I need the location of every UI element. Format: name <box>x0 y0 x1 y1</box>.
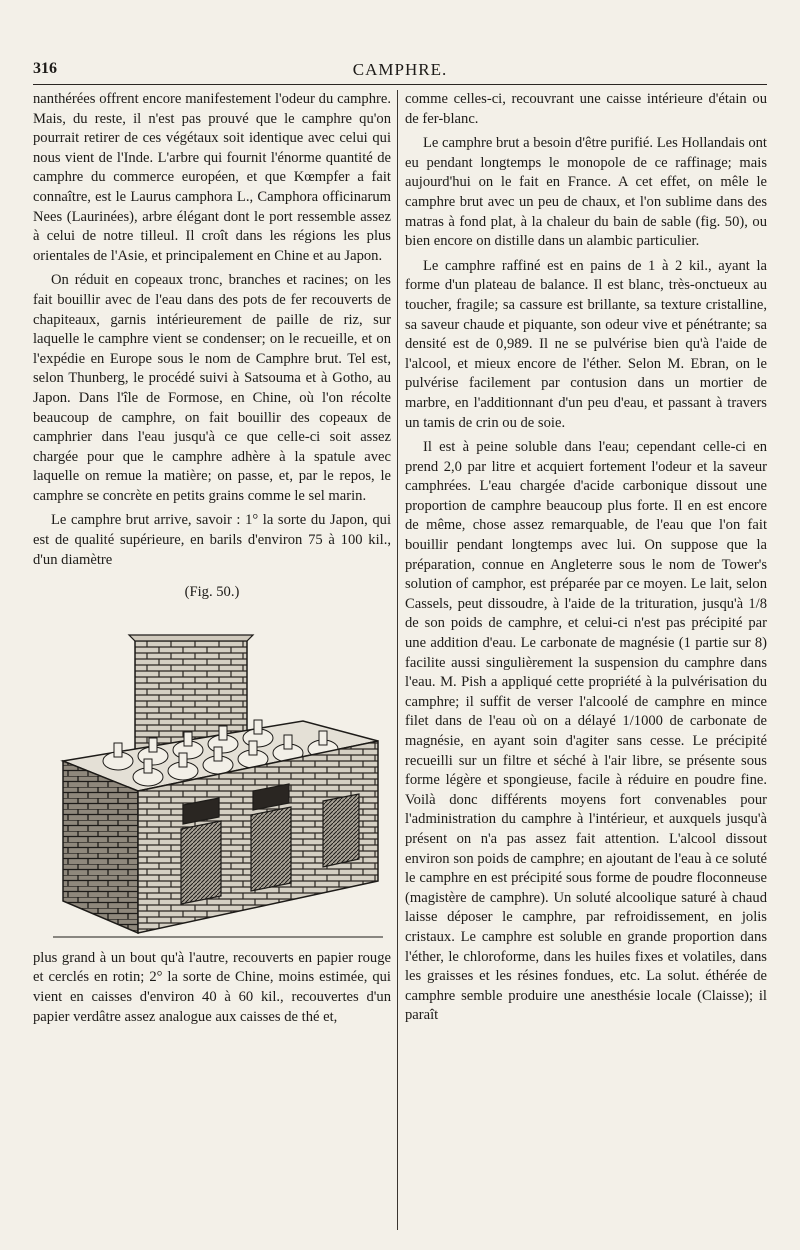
paragraph: On réduit en copeaux tronc, branches et racines; on les fait bouillir avec de l'eau dans des pots de fer recouverts de chapiteaux, garnis intérieurement de paille de riz, sur laquelle le camphre vient se condenser; on le recueille, et on l'expédie en Europe sous le nom de Camphre brut. Tel est, selon Thunberg, le procédé suivi à Satsouma et à Gotho, au Japon. Dans l'île de Formose, en Chine, où l'on récolte beaucoup de camphre, on fait bouillir des copeaux de camphrier dans l'eau jusqu'à ce que celle-ci soit assez chargée pour que le camphre adhère à la spatule avec laquelle on remue la matière; on passe, et, par le repos, le camphre se concrète en petits grains comme le sel marin. <box>33 272 391 504</box>
page-header <box>33 58 767 85</box>
column-divider <box>397 90 398 1230</box>
paragraph: comme celles-ci, recouvrant une caisse intérieure d'étain ou de fer-blanc. <box>405 91 767 127</box>
figure-caption: (Fig. 50.) <box>184 584 240 601</box>
running-title: CAMPHRE. <box>352 60 448 79</box>
right-column <box>405 90 767 1031</box>
paragraph: plus grand à un bout qu'à l'autre, recouverts en papier rouge et cerclés en rotin; 2° la sorte de Chine, moins estimée, qui vient en caisses d'environ 40 à 60 kil., recouvertes d'un papier verdâtre assez analogue aux caisses de thé et, <box>33 949 391 1025</box>
sand-bath-furnace-illustration <box>33 611 391 941</box>
left-wall <box>63 761 138 933</box>
left-column <box>33 90 391 1032</box>
paragraph: Le camphre brut arrive, savoir : 1° la sorte du Japon, qui est de qualité supérieure, en barils d'environ 75 à 100 kil., d'un diamètre <box>33 512 391 568</box>
paragraph: Il est à peine soluble dans l'eau; cependant celle-ci en prend 2,0 par litre et acquiert fortement l'odeur et la saveur camphrées. L'eau chargée d'acide carbonique dissout une proportion de camphre beaucoup plus forte. Il en est encore de même, chose assez remarquable, de l'eau que l'on fait bouillir pendant longtemps avec lui. On suppose que la préparation, connue en Angleterre sous le nom de Tower's solution of camphor, est préparée par ce moyen. Le lait, selon Cassels, peut dissoudre, à l'aide de la trituration, jusqu'à 1/8 de son poids de camphre, et celui-ci n'est pas précipité par une addition d'eau. Le carbonate de magnésie (1 partie sur 8) facilite aussi singulièrement la suspension du camphre dans l'eau. M. Pish a appliqué cette propriété à la pulvérisation du camphre; il suffit de verser l'alcoolé de camphre en mince filet dans de l'eau où on a délayé 1/1000 de carbonate de magnésie, en ayant soin d'agiter sans cesse. Le précipité recueilli sur un filtre et séché à l'air libre, se présente sous forme légère et spongieuse, facile à réduire en poudre fine. Voilà donc différents moyens fort convenables pour l'administration du camphre à l'intérieur, et auxquels jusqu'à présent on n'a pas assez fait attention. L'alcool dissout environ son poids de camphre; en ajoutant de l'eau à ce soluté le camphre en est précipité sous forme de poudre floconneuse (magistère de camphre). Un soluté alcoolique saturé à chaud laisse déposer le camphre, par refroidissement, en jolis cristaux. Le camphre est soluble en grande proportion dans l'éther, le chloroforme, dans les huiles fixes et volatiles, dans les graisses et les résines fondues, etc. La solut. éthérée de camphre semble produire une anesthésie locale (Claisse); il paraît <box>405 439 767 1024</box>
paragraph: Le camphre brut a besoin d'être purifié. Les Hollandais ont eu pendant longtemps le monopole de ce raffinage; mais aujourd'hui on le fait en France. A cet effet, on mêle le camphre brut avec un peu de chaux, et l'on sublime dans des matras à fond plat, à la chaleur du bain de sable (fig. 50), ou bien encore on distille dans un alambic particulier. <box>405 135 767 250</box>
paragraph: nanthérées offrent encore manifestement l'odeur du camphre. Mais, du reste, il n'est pas prouvé que le camphre qu'on pourrait retirer de ces végétaux soit identique avec celui qui nous vient de l'Inde. L'arbre qui fournit l'énorme quantité de camphre du commerce européen, et que Kœmpfer a fait connaître, est le Laurus camphora L., Camphora officinarum Nees (Laurinées), arbre élégant dont le port ressemble assez à celui de notre tilleul. Il croît dans les régions les plus orientales de l'Asie, et principalement en Chine et au Japon. <box>33 91 391 264</box>
paragraph: Le camphre raffiné est en pains de 1 à 2 kil., ayant la forme d'un plateau de balance. Il est blanc, très-onctueux au toucher, fragile; sa cassure est brillante, sa texture cristalline, sa saveur chaude et piquante, son odeur vive et pénétrante; sa densité est de 0,989. Il ne se pulvérise bien qu'à l'aide de l'alcool, et mieux encore de l'éther. Selon M. Ebran, on le pulvérise facilement par contusion dans un mortier de marbre, en l'additionnant d'un peu d'eau, et passant à travers un tamis de crin ou de soie. <box>405 257 767 431</box>
page-number: 316 <box>33 60 57 77</box>
